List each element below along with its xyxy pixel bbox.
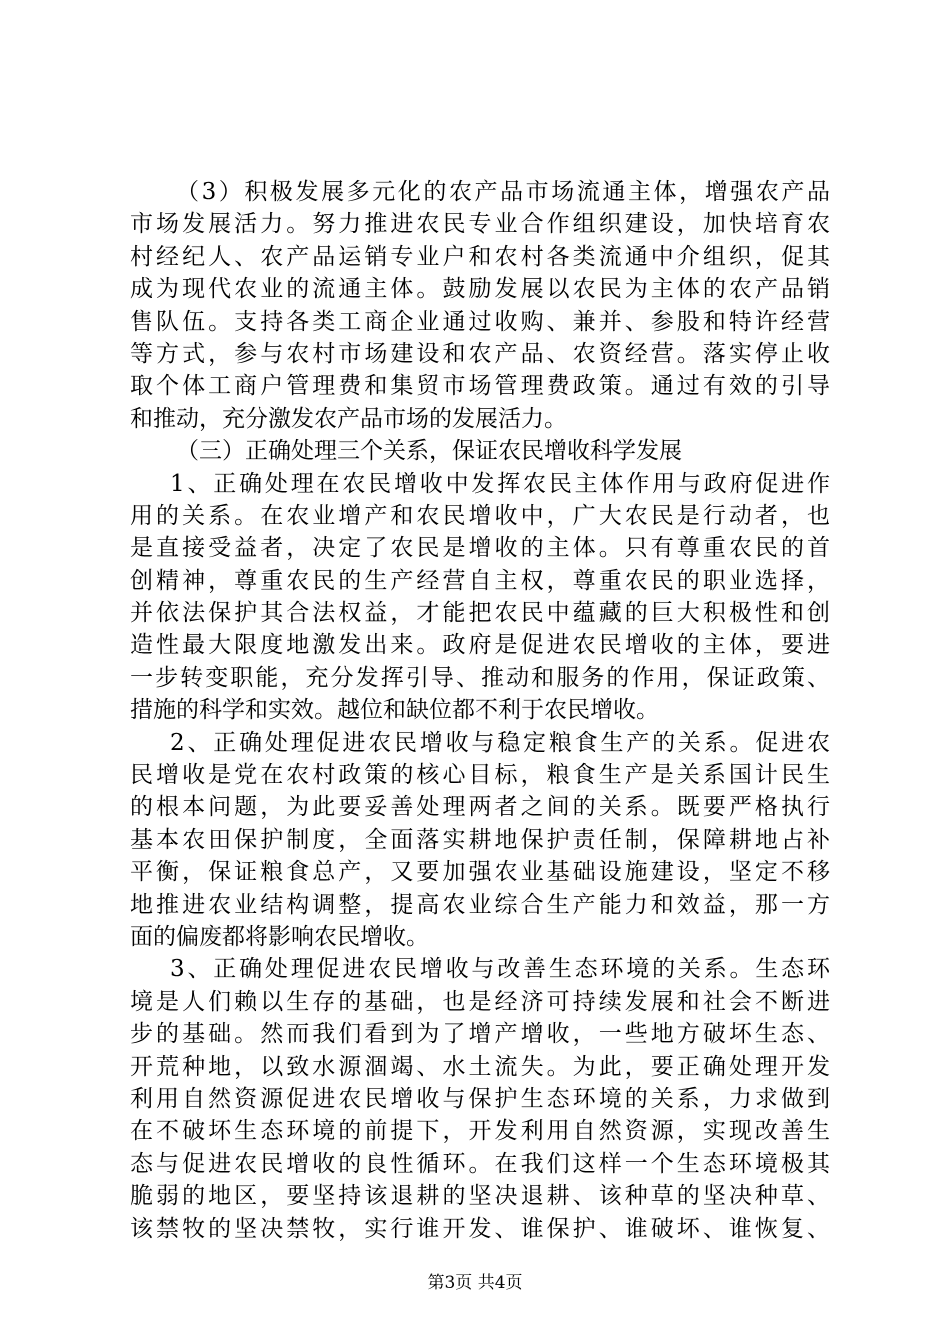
paragraph-line: 态与促进农民增收的良性循环。在我们这样一个生态环境极其 — [130, 1150, 830, 1177]
paragraph-line: 取个体工商户管理费和集贸市场管理费政策。通过有效的引导 — [130, 373, 830, 400]
paragraph-line: 并依法保护其合法权益，才能把农民中蕴藏的巨大积极性和创 — [130, 600, 830, 627]
paragraph-line: 利用自然资源促进农民增收与保护生态环境的关系，力求做到 — [130, 1085, 830, 1112]
paragraph-line: 2、正确处理促进农民增收与稳定粮食生产的关系。促进农 — [170, 729, 830, 756]
paragraph-line: 是直接受益者，决定了农民是增收的主体。只有尊重农民的首 — [130, 535, 830, 562]
paragraph-line: 的根本问题，为此要妥善处理两者之间的关系。既要严格执行 — [130, 794, 830, 821]
paragraph-line: 售队伍。支持各类工商企业通过收购、兼并、参股和特许经营 — [130, 308, 830, 335]
paragraph-line: 面的偏废都将影响农民增收。 — [130, 923, 429, 950]
document-body — [130, 176, 830, 1245]
paragraph-line: 步的基础。然而我们看到为了增产增收，一些地方破坏生态、 — [130, 1021, 830, 1048]
paragraph-line: 基本农田保护制度，全面落实耕地保护责任制，保障耕地占补 — [130, 826, 830, 853]
paragraph-line: 措施的科学和实效。越位和缺位都不利于农民增收。 — [130, 697, 659, 724]
paragraph-line: （3）积极发展多元化的农产品市场流通主体，增强农产品 — [176, 179, 830, 205]
paragraph-line: 该禁牧的坚决禁牧，实行谁开发、谁保护、谁破坏、谁恢复、 — [130, 1215, 830, 1242]
page-number-footer: 第3页 共4页 — [427, 1273, 523, 1293]
paragraph-line: 造性最大限度地激发出来。政府是促进农民增收的主体，要进 — [130, 632, 830, 659]
paragraph-line: 村经纪人、农产品运销专业户和农村各类流通中介组织，促其 — [130, 243, 830, 270]
paragraph-line: 脆弱的地区，要坚持该退耕的坚决退耕、该种草的坚决种草、 — [130, 1183, 830, 1210]
paragraph-line: 民增收是党在农村政策的核心目标，粮食生产是关系国计民生 — [130, 762, 830, 789]
paragraph-line: 创精神，尊重农民的生产经营自主权，尊重农民的职业选择， — [130, 567, 830, 594]
paragraph-line: 成为现代农业的流通主体。鼓励发展以农民为主体的农产品销 — [130, 276, 830, 303]
paragraph-line: 平衡，保证粮食总产，又要加强农业基础设施建设，坚定不移 — [130, 859, 830, 886]
paragraph-line: 等方式，参与农村市场建设和农产品、农资经营。落实停止收 — [130, 340, 830, 367]
paragraph-line: 1、正确处理在农民增收中发挥农民主体作用与政府促进作 — [170, 470, 830, 497]
paragraph-line: 境是人们赖以生存的基础，也是经济可持续发展和社会不断进 — [130, 988, 830, 1015]
paragraph-line: 市场发展活力。努力推进农民专业合作组织建设，加快培育农 — [130, 211, 830, 238]
paragraph-line: 地推进农业结构调整，提高农业综合生产能力和效益，那一方 — [130, 891, 830, 918]
paragraph-line: 3、正确处理促进农民增收与改善生态环境的关系。生态环 — [170, 956, 830, 983]
section-heading: （三）正确处理三个关系，保证农民增收科学发展 — [176, 438, 682, 465]
paragraph-line: 和推动，充分激发农产品市场的发展活力。 — [130, 405, 567, 432]
paragraph-line: 用的关系。在农业增产和农民增收中，广大农民是行动者，也 — [130, 502, 830, 529]
paragraph-line: 在不破坏生态环境的前提下，开发利用自然资源，实现改善生 — [130, 1118, 830, 1145]
paragraph-line: 开荒种地，以致水源涸竭、水土流失。为此，要正确处理开发 — [130, 1053, 830, 1080]
paragraph-line: 一步转变职能，充分发挥引导、推动和服务的作用，保证政策、 — [130, 664, 830, 691]
